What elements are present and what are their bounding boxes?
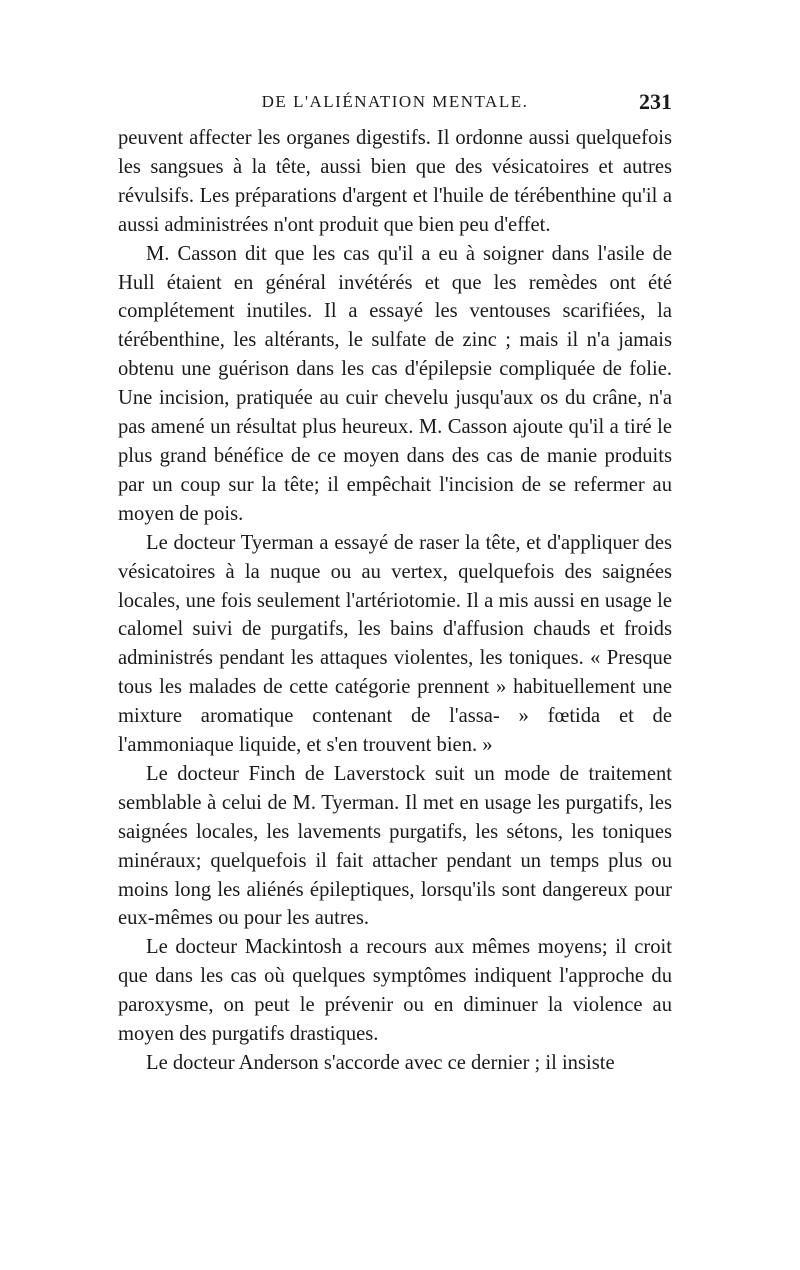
paragraph-finch: Le docteur Finch de Laverstock suit un mode de traitement semblable à celui de M. Tyerman. Il met en usage les purgatifs, les saignées locales, les lavements purgatifs, les sétons, les toniques minéraux; quelquefois il fait attacher pendant un temps plus ou moins long les aliénés épileptiques, lorsqu'ils sont dangereux pour eux-mêmes ou pour les autres.: [118, 762, 672, 930]
paragraph-mackintosh: Le docteur Mackintosh a recours aux mêmes moyens; il croit que dans les cas où quelques symptômes indiquent l'approche du paroxysme, on peut le prévenir ou en diminuer la violence au moyen des purgatifs drastiques.: [118, 936, 672, 1046]
paragraph-tyerman: Le docteur Tyerman a essayé de raser la tête, et d'appliquer des vésicatoires à la nuque ou au vertex, quelquefois des saignées locales, une fois seulement l'artériotomie. Il a mis aussi en usage le calomel suivi de purgatifs, les bains d'affusion chauds et froids administrés pendant les attaques violentes, les toniques. « Presque tous les malades de cette catégorie prennent » habituellement une mixture aromatique contenant de l'assa- » fœtida et de l'ammoniaque liquide, et s'en trouvent bien. »: [118, 531, 672, 757]
page-number: 231: [639, 89, 672, 114]
paragraph-casson: M. Casson dit que les cas qu'il a eu à soigner dans l'asile de Hull étaient en général invétérés et que les remèdes ont été complétement inutiles. Il a essayé les ventouses scarifiées, la térébenthine, les altérants, le sulfate de zinc ; mais il n'a jamais obtenu une guérison dans les cas d'épilepsie compliquée de folie. Une incision, pratiquée au cuir chevelu jusqu'aux os du crâne, n'a pas amené un résultat plus heureux. M. Casson ajoute qu'il a tiré le plus grand bénéfice de ce moyen dans des cas de manie produits par un coup sur la tête; il empêchait l'incision de se refermer au moyen de pois.: [118, 242, 672, 525]
paragraph-anderson: Le docteur Anderson s'accorde avec ce dernier ; il insiste: [146, 1052, 615, 1074]
running-title: DE L'ALIÉNATION MENTALE.: [261, 92, 529, 111]
running-header: [118, 89, 672, 120]
paragraph-continuation: peuvent affecter les organes digestifs. Il ordonne aussi quelquefois les sangsues à la tête, aussi bien que des vésicatoires et autres révulsifs. Les préparations d'argent et l'huile de térébenthine qu'il a aussi administrées n'ont produit que bien peu d'effet.: [118, 127, 672, 236]
body-text: [118, 124, 672, 1078]
